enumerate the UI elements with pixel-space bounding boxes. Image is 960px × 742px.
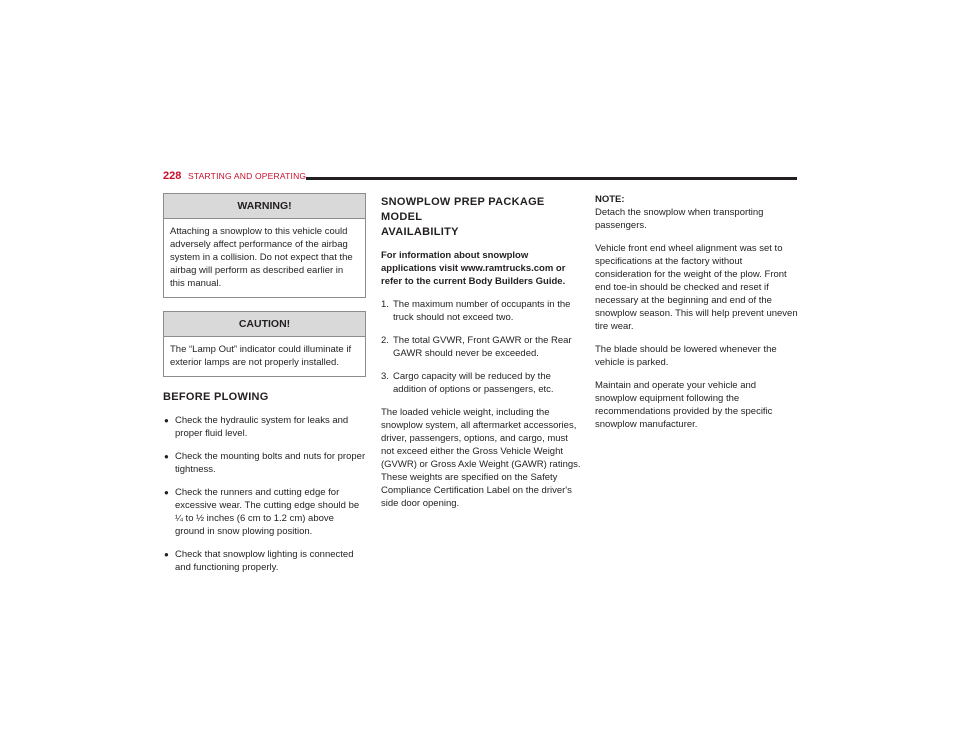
list-item-text: Check the hydraulic system for leaks and proper fluid level.	[175, 415, 349, 439]
list-item-text: Cargo capacity will be reduced by the addition of options or passengers, etc.	[393, 371, 554, 395]
availability-list	[381, 298, 581, 396]
bullet-dot-icon: ●	[164, 550, 169, 559]
bullet-dot-icon: ●	[164, 452, 169, 461]
warning-text: Attaching a snowplow to this vehicle could adversely affect performance of the airbag system in a collision. Do not expect that the airbag will perform as described earlier in this manual.	[170, 226, 353, 289]
list-item-text: The maximum number of occupants in the truck should not exceed two.	[393, 299, 571, 323]
availability-intro: For information about snowplow applications visit www.ramtrucks.com or refer to the current Body Builders Guide.	[381, 250, 566, 287]
caution-text: The “Lamp Out” indicator could illuminate if exterior lamps are not properly installed.	[170, 344, 352, 368]
list-number: 3.	[381, 371, 389, 382]
page-number: 228	[163, 170, 182, 182]
caution-box	[163, 311, 366, 377]
before-plowing-list	[163, 414, 366, 574]
before-plowing-heading: BEFORE PLOWING	[163, 391, 269, 403]
list-item-text: Check the runners and cutting edge for excessive wear. The cutting edge should be ¼ to ½ inches (6 cm to 1.2 cm) above ground in snow plowing position.	[175, 487, 360, 537]
availability-heading-line1: SNOWPLOW PREP PACKAGE MODEL	[381, 196, 545, 223]
caution-title: CAUTION!	[164, 312, 365, 337]
list-item	[381, 298, 581, 324]
availability-heading-line2: AVAILABILITY	[381, 226, 459, 238]
list-item-text: Check the mounting bolts and nuts for proper tightness.	[175, 451, 366, 475]
left-column	[163, 193, 366, 584]
header-rule	[306, 177, 797, 180]
bullet-dot-icon: ●	[164, 488, 169, 497]
list-item-text: The total GVWR, Front GAWR or the Rear GAWR should never be exceeded.	[393, 335, 572, 359]
right-column	[595, 193, 800, 441]
blade-paragraph: The blade should be lowered whenever the vehicle is parked.	[595, 344, 777, 368]
list-item	[381, 334, 581, 360]
middle-column	[381, 193, 581, 520]
section-title: STARTING AND OPERATING	[188, 171, 307, 181]
page-header	[163, 170, 797, 186]
list-item	[381, 370, 581, 396]
list-number: 2.	[381, 335, 389, 346]
list-item-text: Check that snowplow lighting is connected and functioning properly.	[175, 549, 354, 573]
list-number: 1.	[381, 299, 389, 310]
list-item	[163, 414, 366, 440]
maintain-paragraph: Maintain and operate your vehicle and snowplow equipment following the recommendations provided by the specific snowplow manufacturer.	[595, 380, 773, 430]
list-item	[163, 548, 366, 574]
note-label: NOTE:	[595, 194, 625, 205]
alignment-paragraph: Vehicle front end wheel alignment was set to specifications at the factory without consideration for the weight of the plow. Front end toe-in should be checked and reset if necessary at the beginning and end of the snowplow season. This will help prevent uneven tire wear.	[595, 243, 798, 332]
note-text: Detach the snowplow when transporting passengers.	[595, 207, 764, 231]
availability-heading	[381, 195, 581, 240]
warning-box	[163, 193, 366, 298]
list-item	[163, 486, 366, 538]
weight-paragraph: The loaded vehicle weight, including the snowplow system, all aftermarket accessories, driver, passengers, options, and cargo, must not exceed either the Gross Vehicle Weight (GVWR) or Gross Axle Weight (GAWR) ratings. These weights are specified on the Safety Compliance Certification Label on the driver's side door opening.	[381, 407, 581, 509]
bullet-dot-icon: ●	[164, 416, 169, 425]
list-item	[163, 450, 366, 476]
warning-title: WARNING!	[164, 194, 365, 219]
